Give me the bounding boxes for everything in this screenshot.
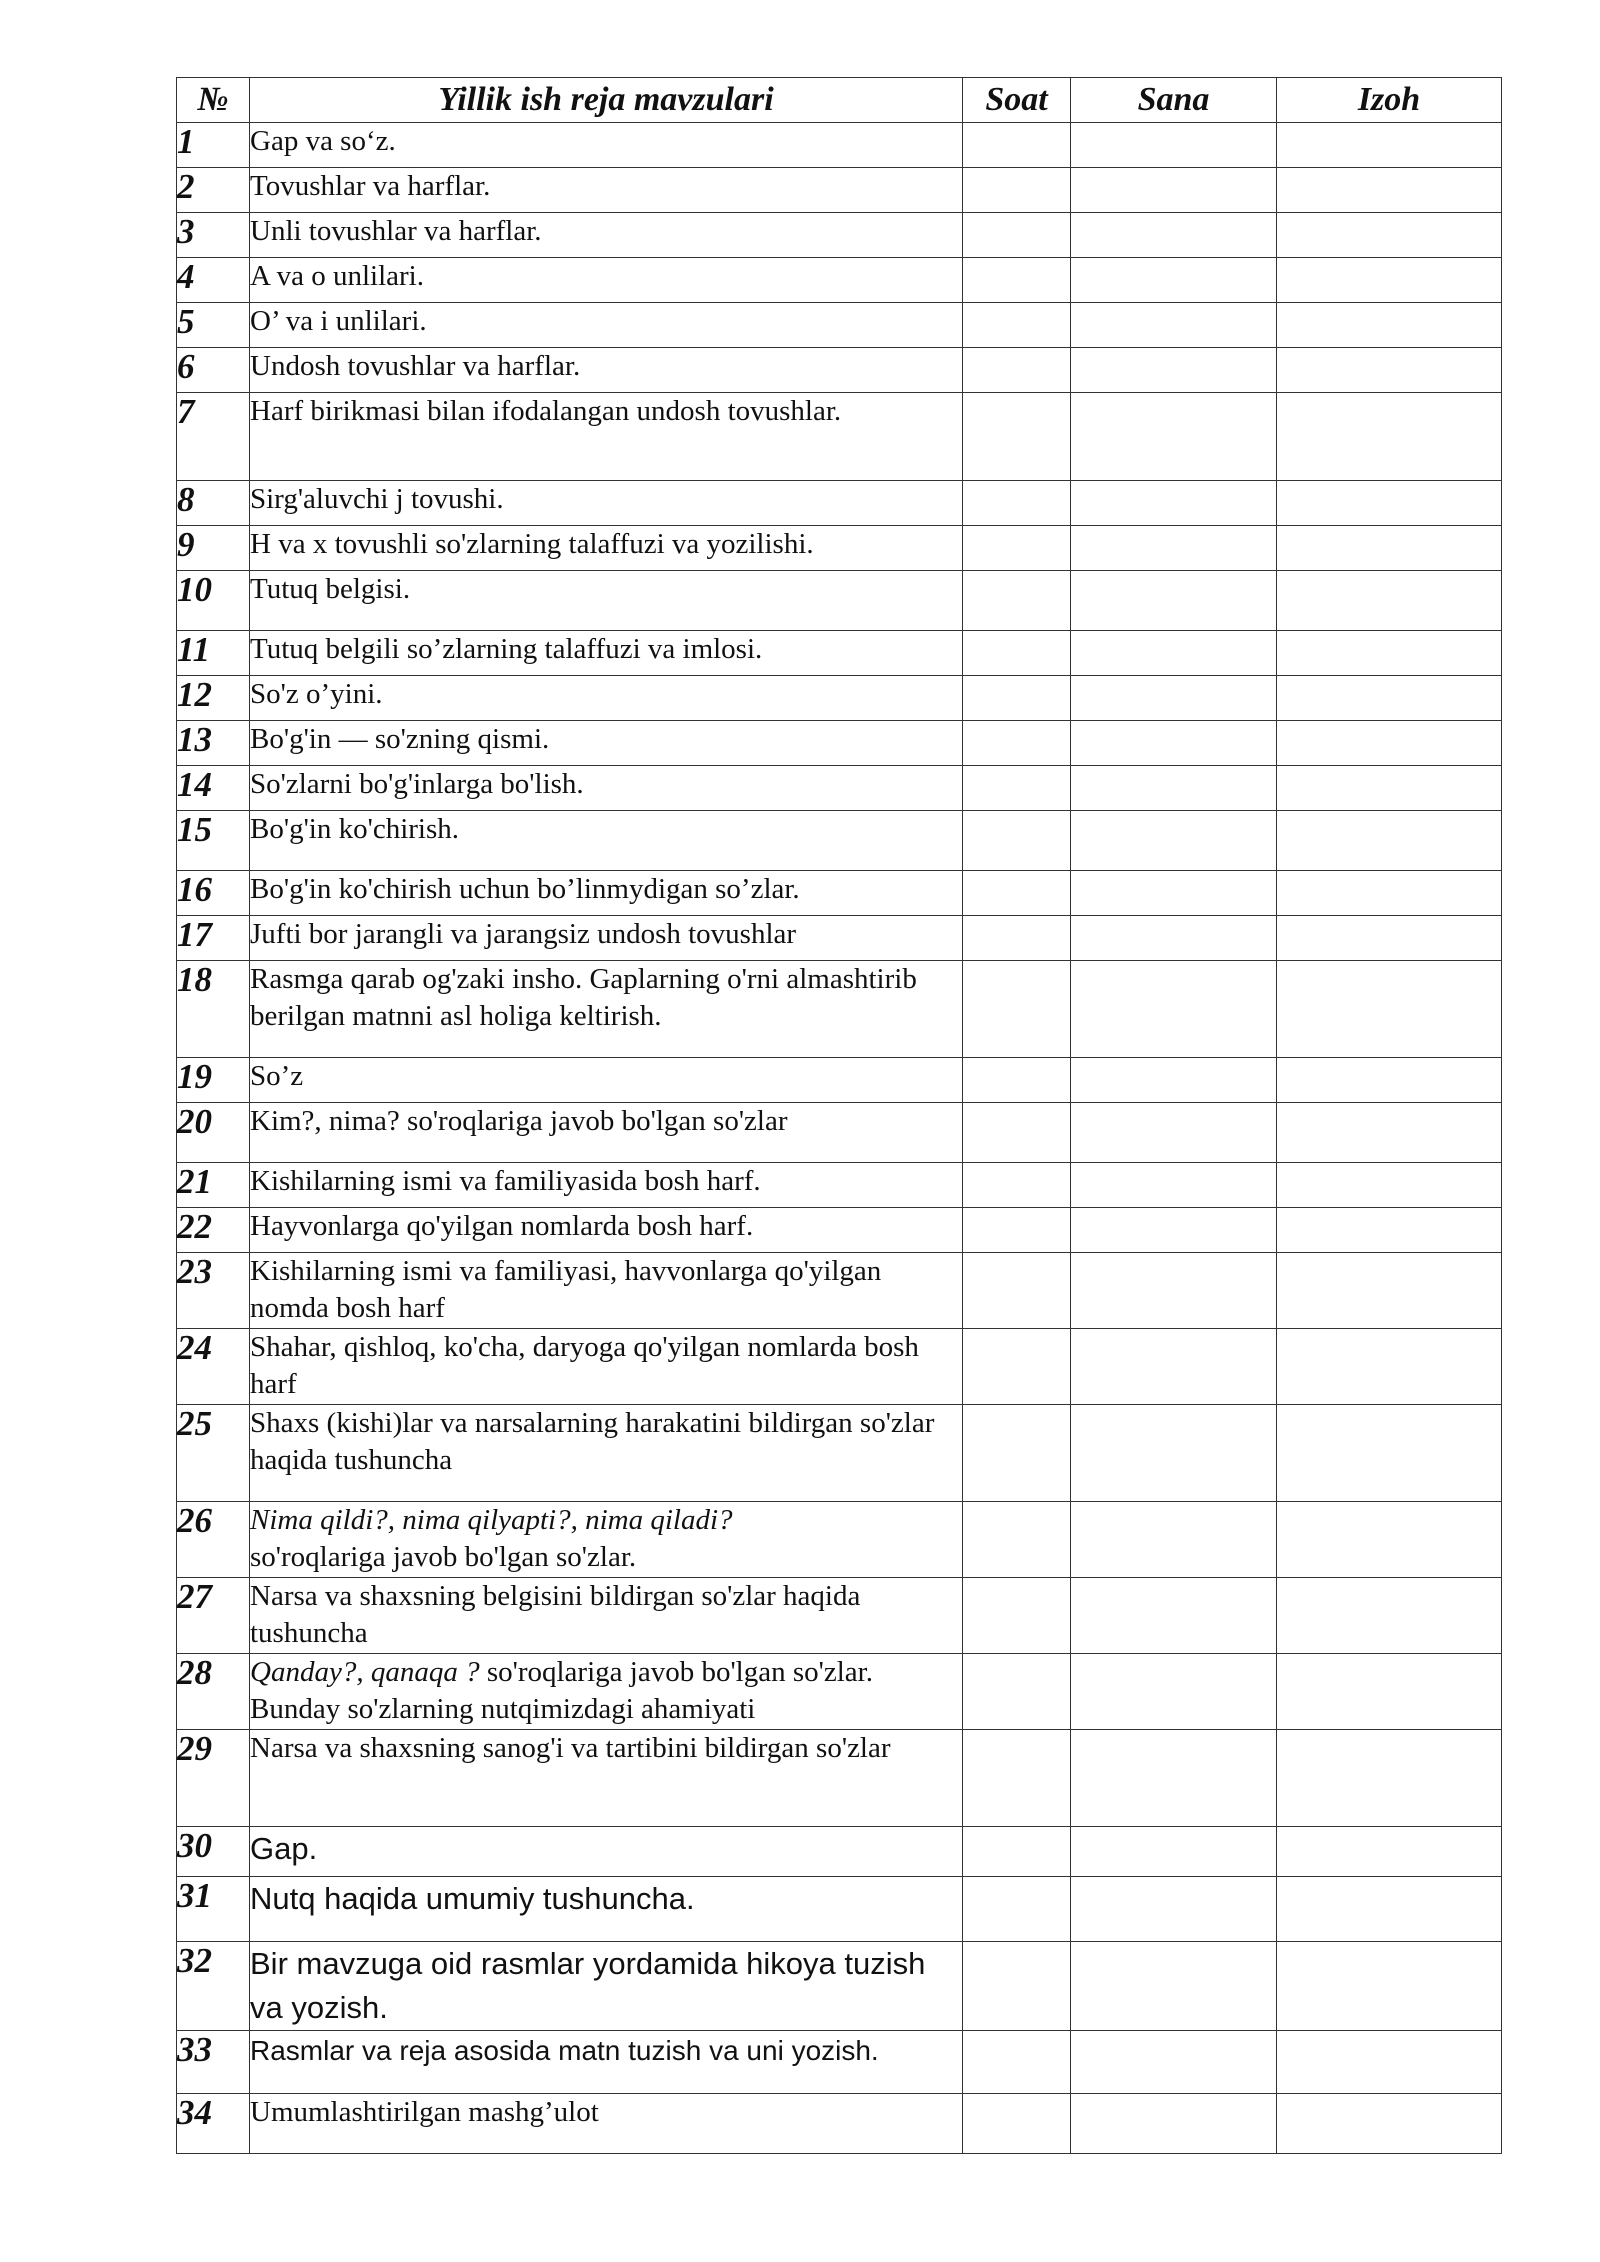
topic-text: so'roqlariga javob bo'lgan so'zlar. Bunday so'zlarning nutqimizdagi ahamiyati	[250, 1656, 873, 1725]
table-row	[177, 631, 1502, 676]
table-row	[177, 1827, 1502, 1877]
row-number: 32	[177, 1942, 250, 2031]
row-topic: H va x tovushli so'zlarning talaffuzi va yozilishi.	[250, 526, 963, 571]
table-row	[177, 916, 1502, 961]
date-cell	[1071, 526, 1277, 571]
note-cell	[1277, 1827, 1502, 1877]
row-number: 23	[177, 1253, 250, 1329]
note-cell	[1277, 1163, 1502, 1208]
note-cell	[1277, 168, 1502, 213]
hours-cell	[963, 631, 1071, 676]
header-number: №	[177, 78, 250, 123]
table-row	[177, 571, 1502, 631]
hours-cell	[963, 766, 1071, 811]
row-topic: Rasmlar va reja asosida matn tuzish va uni yozish.	[250, 2031, 963, 2094]
row-number: 14	[177, 766, 250, 811]
hours-cell	[963, 348, 1071, 393]
row-topic: Tovushlar va harflar.	[250, 168, 963, 213]
hours-cell	[963, 393, 1071, 481]
table-row	[177, 481, 1502, 526]
row-number: 4	[177, 258, 250, 303]
table-row	[177, 721, 1502, 766]
row-number: 13	[177, 721, 250, 766]
row-topic: So'zlarni bo'g'inlarga bo'lish.	[250, 766, 963, 811]
row-topic: Kishilarning ismi va familiyasi, havvonlarga qo'yilgan nomda bosh harf	[250, 1253, 963, 1329]
row-topic: O’ va i unlilari.	[250, 303, 963, 348]
row-topic: Bir mavzuga oid rasmlar yordamida hikoya tuzish va yozish.	[250, 1942, 963, 2031]
row-topic: Harf birikmasi bilan ifodalangan undosh tovushlar.	[250, 393, 963, 481]
row-number: 9	[177, 526, 250, 571]
table-row	[177, 1502, 1502, 1578]
date-cell	[1071, 1058, 1277, 1103]
date-cell	[1071, 1578, 1277, 1654]
row-number: 17	[177, 916, 250, 961]
hours-cell	[963, 676, 1071, 721]
date-cell	[1071, 1405, 1277, 1502]
row-topic: Narsa va shaxsning sanog'i va tartibini bildirgan so'zlar	[250, 1730, 963, 1827]
date-cell	[1071, 2094, 1277, 2154]
note-cell	[1277, 571, 1502, 631]
note-cell	[1277, 811, 1502, 871]
note-cell	[1277, 1405, 1502, 1502]
date-cell	[1071, 2031, 1277, 2094]
hours-cell	[963, 303, 1071, 348]
hours-cell	[963, 123, 1071, 168]
note-cell	[1277, 258, 1502, 303]
note-cell	[1277, 1208, 1502, 1253]
row-topic: Umumlashtirilgan mashg’ulot	[250, 2094, 963, 2154]
row-number: 18	[177, 961, 250, 1058]
row-topic: Unli tovushlar va harflar.	[250, 213, 963, 258]
date-cell	[1071, 303, 1277, 348]
date-cell	[1071, 1253, 1277, 1329]
note-cell	[1277, 1730, 1502, 1827]
row-number: 21	[177, 1163, 250, 1208]
date-cell	[1071, 631, 1277, 676]
hours-cell	[963, 721, 1071, 766]
note-cell	[1277, 348, 1502, 393]
row-topic: Bo'g'in ko'chirish uchun bo’linmydigan so’zlar.	[250, 871, 963, 916]
row-topic: Rasmga qarab og'zaki insho. Gaplarning o'rni almashtirib berilgan matnni asl holiga keltirish.	[250, 961, 963, 1058]
date-cell	[1071, 916, 1277, 961]
note-cell	[1277, 2094, 1502, 2154]
row-topic: A va o unlilari.	[250, 258, 963, 303]
row-topic: Undosh tovushlar va harflar.	[250, 348, 963, 393]
row-number: 24	[177, 1329, 250, 1405]
row-topic: So'z o’yini.	[250, 676, 963, 721]
date-cell	[1071, 393, 1277, 481]
table-row	[177, 676, 1502, 721]
hours-cell	[963, 961, 1071, 1058]
row-topic: Gap va so‘z.	[250, 123, 963, 168]
hours-cell	[963, 2094, 1071, 2154]
hours-cell	[963, 1827, 1071, 1877]
hours-cell	[963, 1058, 1071, 1103]
date-cell	[1071, 811, 1277, 871]
date-cell	[1071, 348, 1277, 393]
note-cell	[1277, 1253, 1502, 1329]
date-cell	[1071, 1942, 1277, 2031]
table-row	[177, 258, 1502, 303]
row-number: 22	[177, 1208, 250, 1253]
row-number: 1	[177, 123, 250, 168]
note-cell	[1277, 123, 1502, 168]
row-number: 5	[177, 303, 250, 348]
row-number: 34	[177, 2094, 250, 2154]
date-cell	[1071, 168, 1277, 213]
note-cell	[1277, 961, 1502, 1058]
hours-cell	[963, 1730, 1071, 1827]
table-row	[177, 303, 1502, 348]
hours-cell	[963, 1578, 1071, 1654]
note-cell	[1277, 766, 1502, 811]
table-header-row	[177, 78, 1502, 123]
table-row	[177, 2031, 1502, 2094]
table-row	[177, 2094, 1502, 2154]
date-cell	[1071, 213, 1277, 258]
row-topic: So’z	[250, 1058, 963, 1103]
table-row	[177, 1103, 1502, 1163]
hours-cell	[963, 1502, 1071, 1578]
table-row	[177, 871, 1502, 916]
hours-cell	[963, 571, 1071, 631]
row-topic: Gap.	[250, 1827, 963, 1877]
row-number: 29	[177, 1730, 250, 1827]
topic-text: so'roqlariga javob bo'lgan so'zlar.	[250, 1541, 637, 1573]
hours-cell	[963, 526, 1071, 571]
hours-cell	[963, 481, 1071, 526]
note-cell	[1277, 871, 1502, 916]
note-cell	[1277, 1103, 1502, 1163]
row-number: 31	[177, 1877, 250, 1942]
row-number: 27	[177, 1578, 250, 1654]
row-topic: Shaxs (kishi)lar va narsalarning harakatini bildirgan so'zlar haqida tushuncha	[250, 1405, 963, 1502]
table-row	[177, 123, 1502, 168]
date-cell	[1071, 1208, 1277, 1253]
hours-cell	[963, 1103, 1071, 1163]
row-number: 2	[177, 168, 250, 213]
note-cell	[1277, 1578, 1502, 1654]
hours-cell	[963, 811, 1071, 871]
table-row	[177, 1329, 1502, 1405]
row-number: 10	[177, 571, 250, 631]
date-cell	[1071, 481, 1277, 526]
row-number: 7	[177, 393, 250, 481]
note-cell	[1277, 1877, 1502, 1942]
hours-cell	[963, 1877, 1071, 1942]
row-number: 20	[177, 1103, 250, 1163]
table-row	[177, 1654, 1502, 1730]
row-number: 33	[177, 2031, 250, 2094]
row-topic: Tutuq belgili so’zlarning talaffuzi va imlosi.	[250, 631, 963, 676]
date-cell	[1071, 1654, 1277, 1730]
note-cell	[1277, 2031, 1502, 2094]
table-row	[177, 213, 1502, 258]
row-topic	[250, 1654, 963, 1730]
date-cell	[1071, 961, 1277, 1058]
table-row	[177, 1877, 1502, 1942]
hours-cell	[963, 1654, 1071, 1730]
row-topic: Jufti bor jarangli va jarangsiz undosh tovushlar	[250, 916, 963, 961]
date-cell	[1071, 1163, 1277, 1208]
row-topic: Sirg'aluvchi j tovushi.	[250, 481, 963, 526]
note-cell	[1277, 393, 1502, 481]
row-topic	[250, 1502, 963, 1578]
header-topics: Yillik ish reja mavzulari	[250, 78, 963, 123]
row-topic: Kim?, nima? so'roqlariga javob bo'lgan so'zlar	[250, 1103, 963, 1163]
row-number: 16	[177, 871, 250, 916]
date-cell	[1071, 1329, 1277, 1405]
hours-cell	[963, 1329, 1071, 1405]
note-cell	[1277, 1942, 1502, 2031]
date-cell	[1071, 1827, 1277, 1877]
note-cell	[1277, 631, 1502, 676]
table-row	[177, 1730, 1502, 1827]
hours-cell	[963, 916, 1071, 961]
row-topic: Bo'g'in ko'chirish.	[250, 811, 963, 871]
header-hours: Soat	[963, 78, 1071, 123]
date-cell	[1071, 1103, 1277, 1163]
row-topic: Nutq haqida umumiy tushuncha.	[250, 1877, 963, 1942]
date-cell	[1071, 1877, 1277, 1942]
table-row	[177, 526, 1502, 571]
row-number: 6	[177, 348, 250, 393]
table-row	[177, 1578, 1502, 1654]
hours-cell	[963, 871, 1071, 916]
row-topic: Bo'g'in — so'zning qismi.	[250, 721, 963, 766]
row-number: 30	[177, 1827, 250, 1877]
row-number: 15	[177, 811, 250, 871]
note-cell	[1277, 1058, 1502, 1103]
table-row	[177, 168, 1502, 213]
table-row	[177, 1058, 1502, 1103]
hours-cell	[963, 1163, 1071, 1208]
table-row	[177, 1405, 1502, 1502]
hours-cell	[963, 168, 1071, 213]
table-row	[177, 961, 1502, 1058]
date-cell	[1071, 123, 1277, 168]
table-row	[177, 1253, 1502, 1329]
table-row	[177, 393, 1502, 481]
hours-cell	[963, 1208, 1071, 1253]
note-cell	[1277, 721, 1502, 766]
date-cell	[1071, 676, 1277, 721]
note-cell	[1277, 303, 1502, 348]
header-note: Izoh	[1277, 78, 1502, 123]
hours-cell	[963, 1253, 1071, 1329]
row-number: 8	[177, 481, 250, 526]
date-cell	[1071, 766, 1277, 811]
table-row	[177, 766, 1502, 811]
table-row	[177, 1942, 1502, 2031]
row-number: 28	[177, 1654, 250, 1730]
date-cell	[1071, 571, 1277, 631]
row-topic: Kishilarning ismi va familiyasida bosh harf.	[250, 1163, 963, 1208]
note-cell	[1277, 213, 1502, 258]
row-number: 3	[177, 213, 250, 258]
note-cell	[1277, 1329, 1502, 1405]
date-cell	[1071, 1502, 1277, 1578]
row-topic: Tutuq belgisi.	[250, 571, 963, 631]
table-row	[177, 348, 1502, 393]
hours-cell	[963, 258, 1071, 303]
row-number: 25	[177, 1405, 250, 1502]
header-date: Sana	[1071, 78, 1277, 123]
annual-plan-table	[176, 77, 1502, 2154]
row-number: 19	[177, 1058, 250, 1103]
table-row	[177, 1163, 1502, 1208]
note-cell	[1277, 526, 1502, 571]
note-cell	[1277, 676, 1502, 721]
row-topic: Narsa va shaxsning belgisini bildirgan so'zlar haqida tushuncha	[250, 1578, 963, 1654]
hours-cell	[963, 1405, 1071, 1502]
topic-question-text: Nima qildi?, nima qilyapti?, nima qiladi?	[250, 1504, 733, 1536]
date-cell	[1071, 721, 1277, 766]
hours-cell	[963, 2031, 1071, 2094]
note-cell	[1277, 916, 1502, 961]
table-row	[177, 811, 1502, 871]
table-row	[177, 1208, 1502, 1253]
row-number: 26	[177, 1502, 250, 1578]
topic-question-text: Qanday?, qanaqa ?	[250, 1656, 480, 1688]
row-number: 11	[177, 631, 250, 676]
date-cell	[1071, 871, 1277, 916]
row-topic: Hayvonlarga qo'yilgan nomlarda bosh harf.	[250, 1208, 963, 1253]
note-cell	[1277, 1654, 1502, 1730]
note-cell	[1277, 1502, 1502, 1578]
date-cell	[1071, 258, 1277, 303]
note-cell	[1277, 481, 1502, 526]
date-cell	[1071, 1730, 1277, 1827]
hours-cell	[963, 213, 1071, 258]
row-number: 12	[177, 676, 250, 721]
hours-cell	[963, 1942, 1071, 2031]
row-topic: Shahar, qishloq, ko'cha, daryoga qo'yilgan nomlarda bosh harf	[250, 1329, 963, 1405]
